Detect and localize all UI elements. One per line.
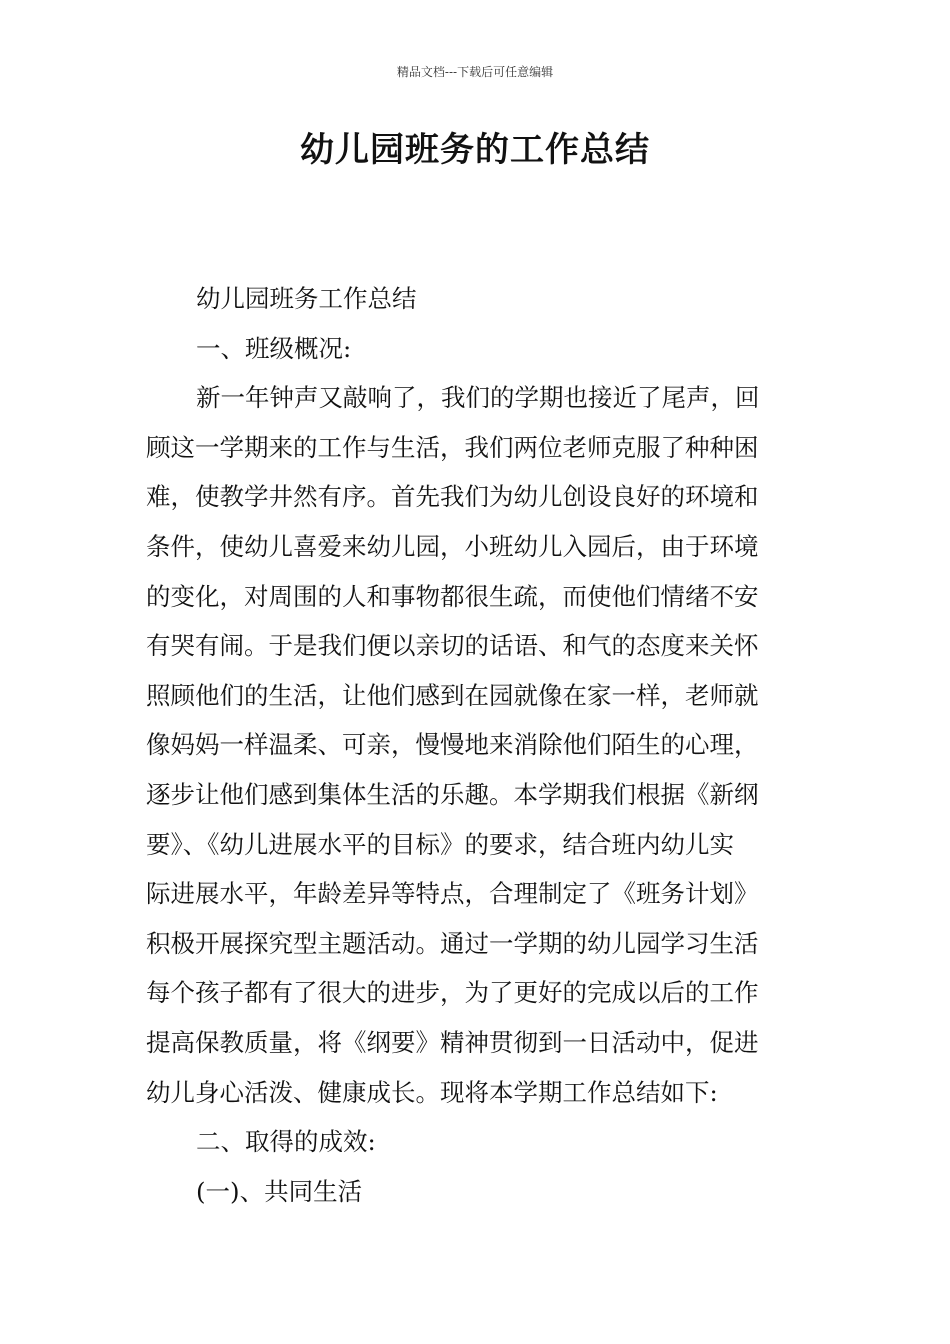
- paragraph-line: 像妈妈一样温柔、可亲，慢慢地来消除他们陌生的心理，: [146, 730, 759, 760]
- paragraph-line: 的变化，对周围的人和事物都很生疏，而使他们情绪不安: [146, 581, 759, 611]
- section-heading-class-overview: 一、班级概况:: [196, 333, 352, 363]
- paragraph-line: 逐步让他们感到集体生活的乐趣。本学期我们根据《新纲: [146, 779, 759, 809]
- header-note: 精品文档---下载后可任意编辑: [396, 65, 554, 79]
- document-body: [146, 274, 806, 1216]
- paragraph-line: 积极开展探究型主题活动。通过一学期的幼儿园学习生活: [146, 928, 759, 958]
- section-heading-achievements: 二、取得的成效:: [196, 1127, 376, 1157]
- paragraph-line: 难，使教学井然有序。首先我们为幼儿创设良好的环境和: [146, 482, 759, 512]
- paragraph-line: 幼儿身心活泼、健康成长。现将本学期工作总结如下:: [146, 1077, 718, 1107]
- paragraph-line: 要》、《幼儿进展水平的目标》的要求，结合班内幼儿实: [146, 829, 734, 859]
- paragraph-line: 条件，使幼儿喜爱来幼儿园，小班幼儿入园后，由于环境: [146, 531, 759, 561]
- paragraph-line: 新一年钟声又敲响了，我们的学期也接近了尾声，回: [196, 383, 760, 413]
- paragraph-line: 每个孩子都有了很大的进步，为了更好的完成以后的工作: [146, 978, 759, 1008]
- paragraph-line: 有哭有闹。于是我们便以亲切的话语、和气的态度来关怀: [146, 631, 759, 661]
- paragraph-line: 提高保教质量，将《纲要》精神贯彻到一日活动中，促进: [146, 1027, 759, 1057]
- document-title: 幼儿园班务的工作总结: [300, 130, 650, 170]
- paragraph-line: 顾这一学期来的工作与生活，我们两位老师克服了种种困: [146, 432, 759, 462]
- paragraph-line: 照顾他们的生活，让他们感到在园就像在家一样，老师就: [146, 680, 759, 710]
- document-subtitle: 幼儿园班务工作总结: [196, 284, 417, 313]
- subsection-heading-shared-life: (一)、共同生活: [196, 1176, 363, 1206]
- paragraph-line: 际进展水平，年龄差异等特点，合理制定了《班务计划》: [146, 879, 759, 909]
- intro-paragraph: [146, 373, 806, 1117]
